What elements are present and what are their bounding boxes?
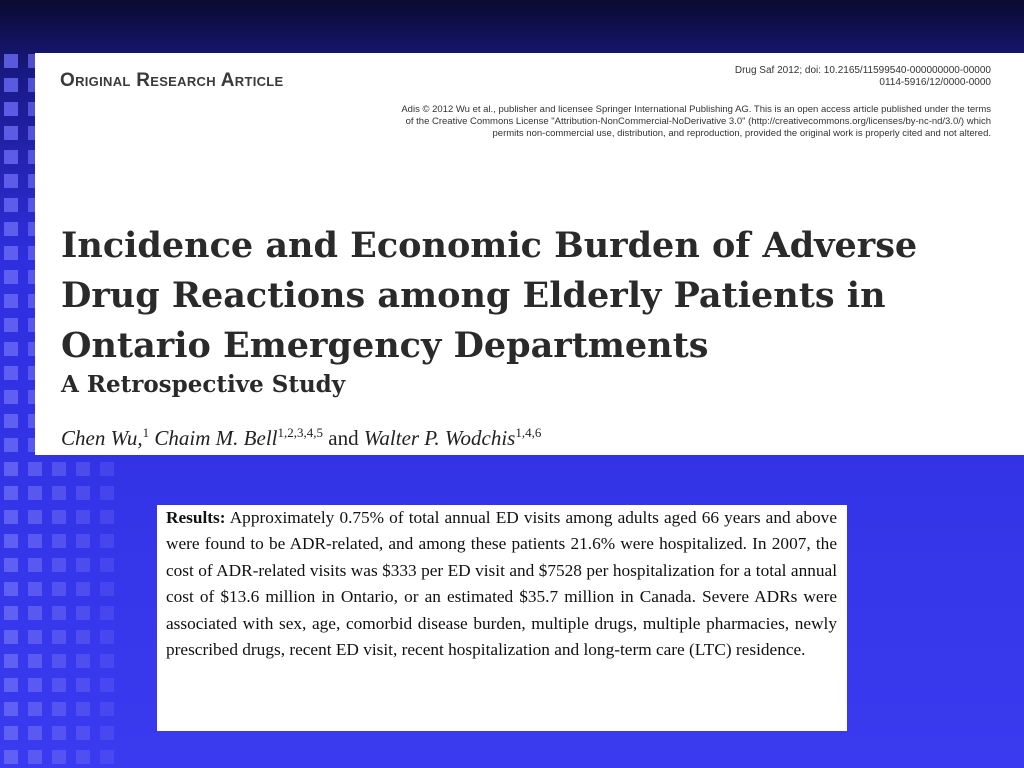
decorative-square [4,438,18,452]
decorative-square [4,102,18,116]
decorative-square [52,678,66,692]
citation-doi: Drug Saf 2012; doi: 10.2165/11599540-000000000-00000 [734,65,991,76]
decorative-square [100,486,114,500]
decorative-square [4,534,18,548]
author-name: Walter P. Wodchis [363,426,516,450]
decorative-square [4,582,18,596]
decorative-square [52,582,66,596]
decorative-square [76,606,90,620]
decorative-square [28,486,42,500]
decorative-square [4,678,18,692]
decorative-square [100,750,114,764]
author-name: Chaim M. Bell [154,426,278,450]
decorative-square [28,678,42,692]
decorative-square [4,222,18,236]
decorative-square [52,558,66,572]
decorative-square [4,726,18,740]
author-conjunction: and [328,426,359,450]
decorative-square [4,78,18,92]
decorative-square [4,414,18,428]
decorative-square [28,654,42,668]
author-name: Chen Wu, [61,426,143,450]
decorative-square [76,678,90,692]
decorative-square [4,54,18,68]
decorative-square [4,702,18,716]
decorative-square [76,534,90,548]
decorative-square [28,582,42,596]
license-notice: Adis © 2012 Wu et al., publisher and licensee Springer International Publishing AG. This is an open access article published under the terms of the Creative Commons License "Attribution-NonCommercial-NoDerivative 3.0" (http://creativecommons.org/licenses/by-nc-nd/3.0/) which permits non-commercial use, distribution, and reproduction, provided the original work is properly cited and not altered. [401,104,991,139]
decorative-square [4,126,18,140]
citation-info [735,65,991,89]
decorative-square [28,534,42,548]
decorative-square [100,582,114,596]
decorative-square [52,486,66,500]
decorative-square [100,510,114,524]
article-title: Incidence and Economic Burden of Adverse Drug Reactions among Elderly Patients in Ontario Emergency Departments [61,225,918,366]
decorative-square [28,726,42,740]
decorative-square [76,750,90,764]
decorative-square [4,198,18,212]
author-affiliation: 1,4,6 [515,425,542,440]
decorative-square [100,462,114,476]
decorative-square [76,630,90,644]
decorative-square [4,654,18,668]
article-subtitle: A Retrospective Study [61,371,346,398]
decorative-square [100,534,114,548]
decorative-square [4,342,18,356]
decorative-square [4,558,18,572]
author-affiliation: 1,2,3,4,5 [277,425,323,440]
decorative-square [100,678,114,692]
decorative-square [4,246,18,260]
decorative-square [4,294,18,308]
decorative-square [28,558,42,572]
decorative-square [100,630,114,644]
decorative-square [28,750,42,764]
decorative-square [76,654,90,668]
decorative-square [4,366,18,380]
results-excerpt [157,505,847,731]
results-label: Results: [166,508,226,527]
decorative-square [4,390,18,404]
decorative-square [52,654,66,668]
decorative-square [76,510,90,524]
decorative-square [52,750,66,764]
decorative-square [4,606,18,620]
decorative-square [100,726,114,740]
decorative-square [76,726,90,740]
author-list [61,425,541,451]
decorative-square [4,510,18,524]
results-text: Approximately 0.75% of total annual ED visits among adults aged 66 years and above were found to be ADR-related, and among these patients 21.6% were hospitalized. In 2007, the cost of ADR-related visits was $333 per ED visit and $7528 per hospitalization for a total annual cost of $13.6 million in Ontario, or an estimated $35.7 million in Canada. Severe ADRs were associated with sex, age, comorbid disease burden, multiple drugs, multiple pharmacies, newly prescribed drugs, recent ED visit, recent hospitalization and long-term care (LTC) residence. [166,508,837,660]
decorative-square [52,702,66,716]
decorative-square [76,702,90,716]
author-affiliation: 1 [142,425,150,440]
article-header [35,53,1024,455]
decorative-square [100,702,114,716]
decorative-square [52,510,66,524]
decorative-square [52,462,66,476]
decorative-square [28,702,42,716]
decorative-square [28,462,42,476]
citation-issn: 0114-5916/12/0000-0000 [879,77,991,88]
decorative-square [52,606,66,620]
decorative-square [28,606,42,620]
decorative-square [52,726,66,740]
decorative-square [4,150,18,164]
article-type-label: Original Research Article [60,70,284,91]
decorative-square [4,462,18,476]
decorative-square [76,582,90,596]
decorative-square [28,630,42,644]
decorative-square [100,654,114,668]
decorative-square [28,510,42,524]
decorative-square [4,318,18,332]
decorative-square [100,606,114,620]
decorative-square [52,630,66,644]
decorative-square [76,558,90,572]
decorative-square [4,270,18,284]
decorative-square [76,486,90,500]
decorative-square [76,462,90,476]
decorative-square [100,558,114,572]
decorative-square [4,174,18,188]
decorative-square [4,630,18,644]
decorative-square [4,486,18,500]
results-paragraph [157,505,847,663]
decorative-square [52,534,66,548]
decorative-square [4,750,18,764]
